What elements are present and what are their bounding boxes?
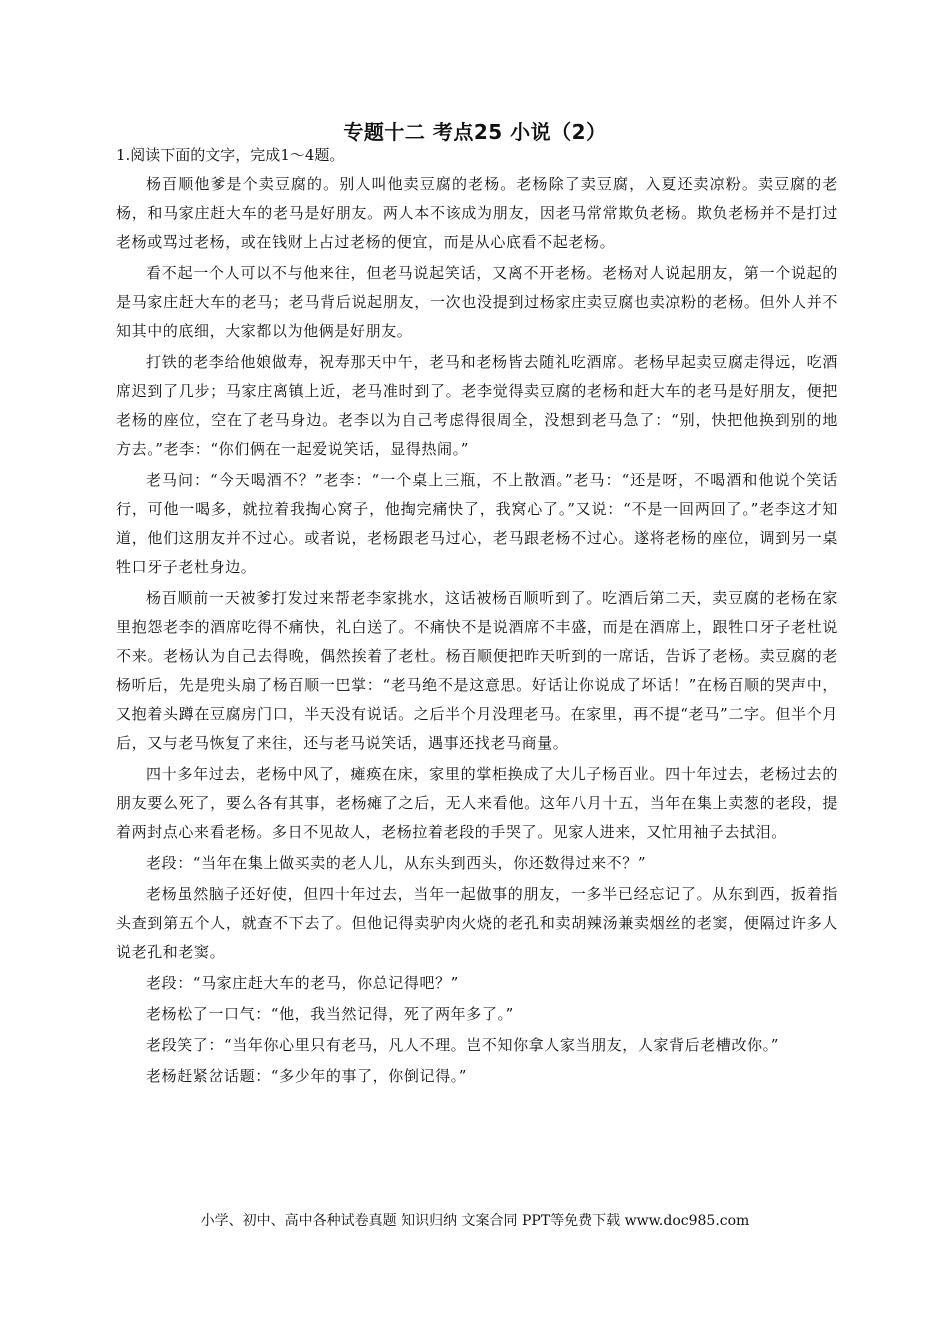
paragraph: 四十多年过去，老杨中风了，瘫痪在床，家里的掌柜换成了大儿子杨百业。四十年过去，老杨过去的朋友要么死了，要么各有其事，老杨瘫了之后，无人来看他。这年八月十五，当年在集上卖葱的老段，提着两封点心来看老杨。多日不见故人，老杨拉着老段的手哭了。见家人进来，又忙用袖子去拭泪。 xyxy=(116,765,838,841)
paragraph: 老马问：“今天喝酒不？”老李：“一个桌上三瓶，不上散酒。”老马：“还是呀，不喝酒和他说个笑话行，可他一喝多，就拉着我掏心窝子，他掏完痛快了，我窝心了。”又说：“不是一回两回了。”老李这才知道，他们这朋友并不过心。或者说，老杨跟老马过心，老马跟老杨不过心。遂将老杨的座位，调到另一桌牲口牙子老杜身边。 xyxy=(116,471,838,576)
paragraph: 老段：“马家庄赶大车的老马，你总记得吧？” xyxy=(146,974,459,992)
paragraph: 老杨松了一口气：“他，我当然记得，死了两年多了。” xyxy=(146,1005,514,1023)
paragraph: 老段：“当年在集上做买卖的老人儿，从东头到西头，你还数得过来不？” xyxy=(146,854,647,872)
paragraph: 老杨赶紧岔话题：“多少年的事了，你倒记得。” xyxy=(146,1067,468,1085)
paragraph: 杨百顺他爹是个卖豆腐的。别人叫他卖豆腐的老杨。老杨除了卖豆腐，入夏还卖凉粉。卖豆腐的老杨，和马家庄赶大车的老马是好朋友。两人本不该成为朋友，因老马常常欺负老杨。欺负老杨并不是打过老杨或骂过老杨，或在钱财上占过老杨的便宜，而是从心底看不起老杨。 xyxy=(116,175,838,251)
story-body xyxy=(116,170,838,1093)
page-footer: 小学、初中、高中各种试卷真题 知识归纳 文案合同 PPT等免费下载 www.doc985.com xyxy=(200,1213,750,1229)
paragraph: 老杨虽然脑子还好使，但四十年过去，当年一起做事的朋友，一多半已经忘记了。从东到西，扳着指头查到第五个人，就查不下去了。但他记得卖驴肉火烧的老孔和卖胡辣汤兼卖烟丝的老窦，便隔过许多人说老孔和老窦。 xyxy=(116,885,838,961)
paragraph: 看不起一个人可以不与他来往，但老马说起笑话，又离不开老杨。老杨对人说起朋友，第一个说起的是马家庄赶大车的老马；老马背后说起朋友，一次也没提到过杨家庄卖豆腐也卖凉粉的老杨。但外人并不知其中的底细，大家都以为他俩是好朋友。 xyxy=(116,264,838,340)
paragraph: 打铁的老李给他娘做寿，祝寿那天中午，老马和老杨皆去随礼吃酒席。老杨早起卖豆腐走得远，吃酒席迟到了几步；马家庄离镇上近，老马准时到了。老李觉得卖豆腐的老杨和赶大车的老马是好朋友，便把老杨的座位，空在了老马身边。老李以为自己考虑得很周全，没想到老马急了：“别，快把他换到别的地方去。”老李：“你们俩在一起爱说笑话，显得热闹。” xyxy=(116,353,838,458)
paragraph: 老段笑了：“当年你心里只有老马，凡人不理。岂不知你拿人家当朋友，人家背后老槽改你。” xyxy=(146,1036,780,1054)
paragraph: 杨百顺前一天被爹打发过来帮老李家挑水，这话被杨百顺听到了。吃酒后第二天，卖豆腐的老杨在家里抱怨老李的酒席吃得不痛快，礼白送了。不痛快不是说酒席不丰盛，而是在酒席上，跟牲口牙子老杜说不来。老杨认为自己去得晚，偶然挨着了老杜。杨百顺便把昨天听到的一席话，告诉了老杨。卖豆腐的老杨听后，先是兜头扇了杨百顺一巴掌：“老马绝不是这意思。好话让你说成了坏话！”在杨百顺的哭声中，又抱着头蹲在豆腐房门口，半天没有说话。之后半个月没理老马。在家里，再不提“老马”二字。但半个月后，又与老马恢复了来往，还与老马说笑话，遇事还找老马商量。 xyxy=(116,589,838,752)
page-title: 专题十二 考点25 小说（2） xyxy=(343,120,607,144)
question-instruction: 1.阅读下面的文字，完成1～4题。 xyxy=(116,146,345,164)
